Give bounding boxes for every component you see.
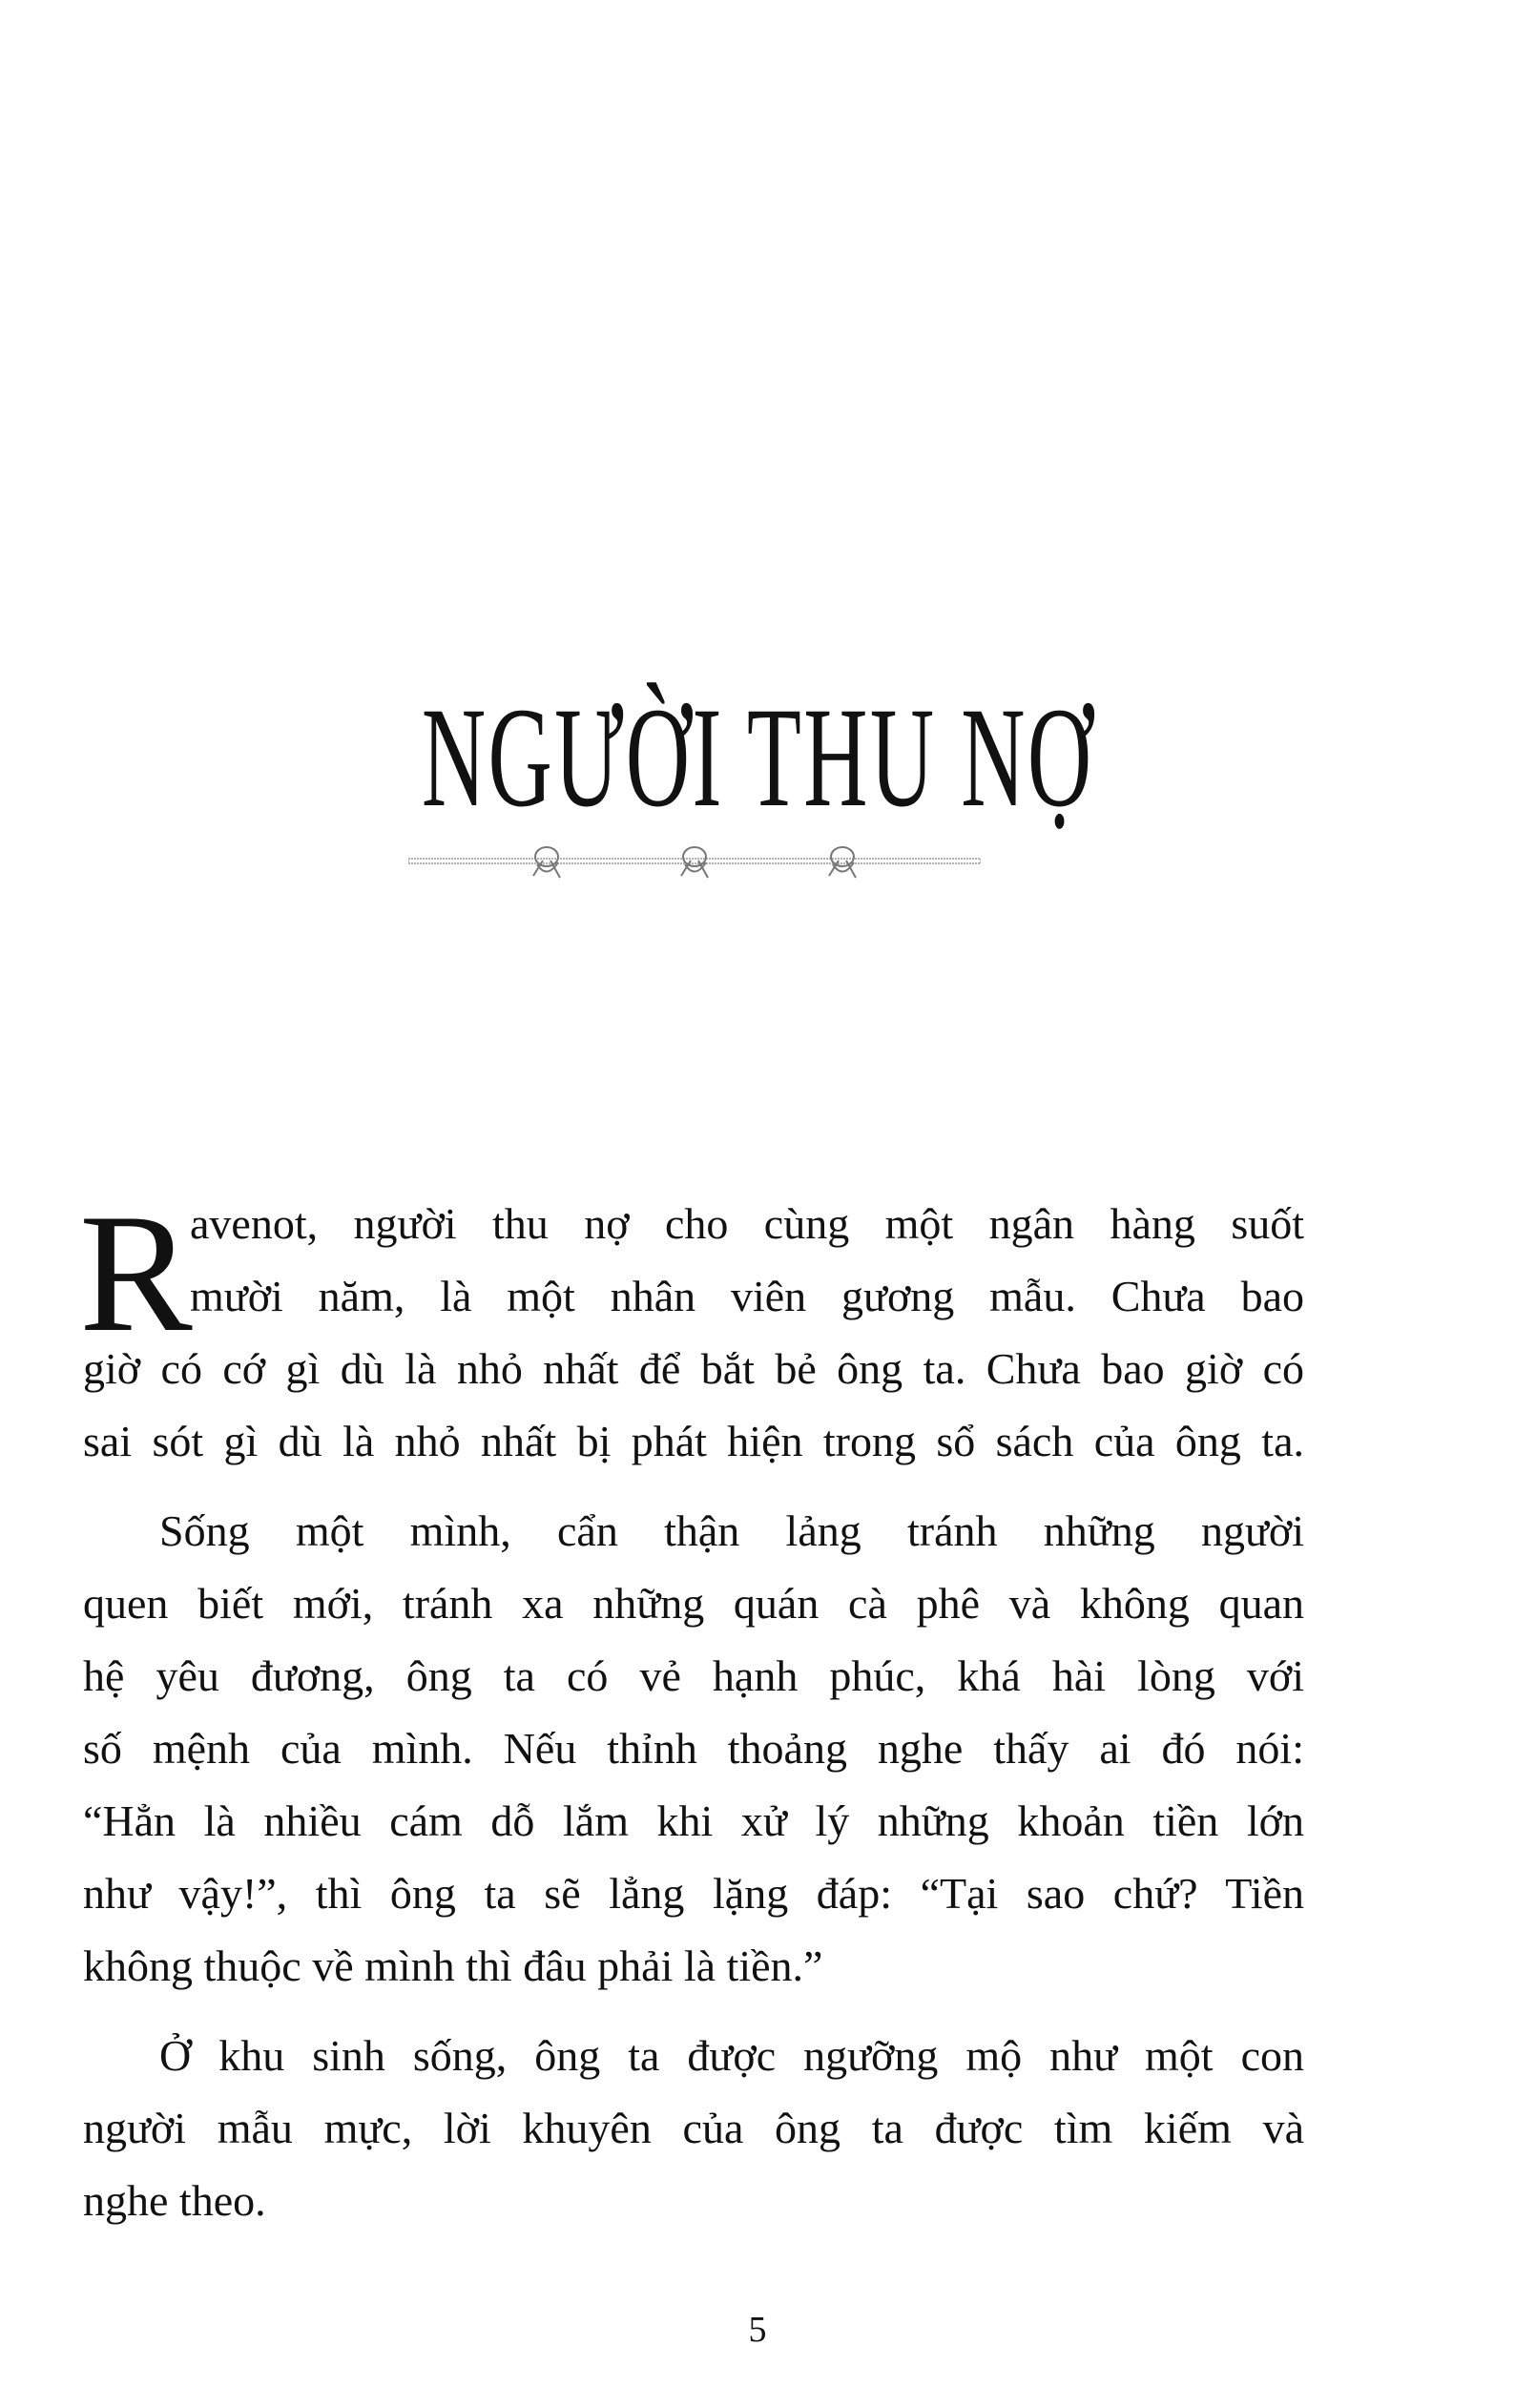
text-line [83,1188,1304,1260]
text-line [83,2165,1304,2237]
line-text: như vậy!”, thì ông ta sẽ lẳng lặng đáp: “Tại sao chứ? Tiền [83,1869,1304,1918]
paragraph-2 [83,1495,1304,2003]
line-text: avenot, người thu nợ cho cùng một ngân hàng suốt [190,1199,1304,1248]
chapter-title-text: NGƯỜI THU NỢ [421,677,1094,837]
line-text: sai sót gì dù là nhỏ nhất bị phát hiện trong sổ sách của ông ta. [83,1417,1304,1465]
line-text: không thuộc về mình thì đâu phải là tiền.” [83,1941,823,1990]
text-line [83,1640,1304,1713]
text-line [83,2092,1304,2165]
line-text: Ở khu sinh sống, ông ta được ngưỡng mộ như một con [159,2031,1304,2080]
paragraph-3 [83,2020,1304,2237]
line-text: Sống một mình, cẩn thận lảng tránh những người [159,1506,1304,1555]
text-line [83,1567,1304,1640]
chapter-title [0,677,1515,837]
page-number: 5 [748,2310,767,2350]
line-text: “Hẳn là nhiều cám dỗ lắm khi xử lý những khoản tiền lớn [83,1796,1304,1845]
text-line [83,1260,1304,1333]
line-text: số mệnh của mình. Nếu thỉnh thoảng nghe thấy ai đó nói: [83,1724,1304,1773]
text-line [83,1858,1304,1930]
rope-knots-divider-icon [408,840,981,887]
text-line [83,1333,1304,1405]
drop-cap: R [79,1178,193,1367]
text-line [83,1405,1304,1478]
body-text [79,1178,1304,2254]
line-text: người mẫu mực, lời khuyên của ông ta được tìm kiếm và [83,2104,1304,2152]
text-line [83,1785,1304,1858]
paragraph-1 [79,1178,1304,1478]
text-line [83,1713,1304,1785]
text-line [83,2020,1304,2092]
line-text: hệ yêu đương, ông ta có vẻ hạnh phúc, khá hài lòng với [83,1651,1304,1700]
text-line [83,1495,1304,1567]
line-text: giờ có cớ gì dù là nhỏ nhất để bắt bẻ ông ta. Chưa bao giờ có [83,1344,1304,1393]
line-text: quen biết mới, tránh xa những quán cà phê và không quan [83,1579,1304,1628]
line-text: mười năm, là một nhân viên gương mẫu. Chưa bao [190,1272,1304,1320]
line-text: nghe theo. [83,2176,266,2225]
text-line [83,1930,1304,2003]
